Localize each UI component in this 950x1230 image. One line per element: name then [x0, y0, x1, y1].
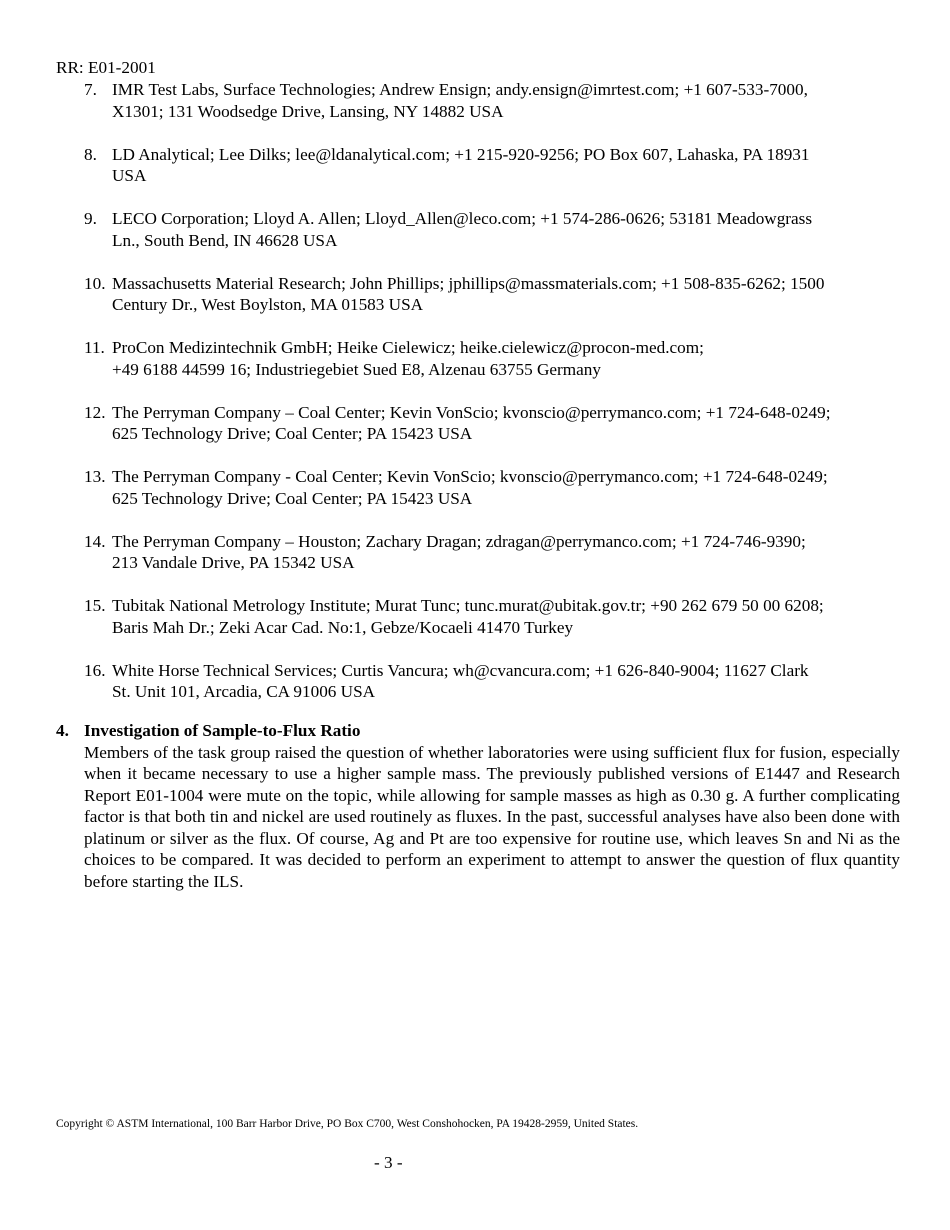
list-item-number: 9.	[84, 209, 97, 228]
list-item	[84, 337, 900, 380]
list-item-number: 10.	[84, 273, 106, 293]
section-paragraph: Members of the task group raised the question of whether laboratories were using sufficient flux for fusion, especially when it became necessary to use a higher sample mass. The previously published versions of E1447 and Research Report E01-1004 were mute on the topic, while allowing for sample masses as high as 0.30 g. A further complicating factor is that both tin and nickel are used routinely as fluxes. In the past, successful analyses have also been done with platinum or silver as the flux. Of course, Ag and Pt are too expensive for routine use, which leaves Sn and Ni as the choices to be compared. It was decided to perform an experiment to attempt to answer the question of flux quantity before starting the ILS.	[84, 742, 900, 891]
list-item-text: Massachusetts Material Research; John Phillips; jphillips@massmaterials.com; +1 508-835-6262; 1500 Century Dr., West Boylston, MA 01583 USA	[112, 273, 825, 314]
list-item-number: 14.	[84, 531, 106, 551]
list-item-number: 12.	[84, 402, 106, 422]
list-item-number: 11.	[84, 338, 105, 357]
section-sample-to-flux-ratio	[56, 720, 900, 892]
section-heading	[56, 720, 900, 742]
list-item-text: White Horse Technical Services; Curtis Vancura; wh@cvancura.com; +1 626-840-9004; 11627 Clark St. Unit 101, Arcadia, CA 91006 USA	[112, 660, 809, 701]
list-item-number: 7.	[84, 80, 97, 99]
page-number: - 3 -	[374, 1153, 403, 1172]
list-item	[84, 595, 900, 638]
list-item	[84, 273, 900, 316]
list-item	[84, 79, 900, 122]
section-title: Investigation of Sample-to-Flux Ratio	[84, 721, 361, 740]
list-item	[84, 466, 900, 509]
list-item-text: IMR Test Labs, Surface Technologies; Andrew Ensign; andy.ensign@imrtest.com; +1 607-533-7000, X1301; 131 Woodsedge Drive, Lansing, NY 14882 USA	[112, 80, 808, 121]
copyright-notice: Copyright © ASTM International, 100 Barr Harbor Drive, PO Box C700, West Conshohocken, PA 19428-2959, United States.	[56, 1118, 639, 1130]
list-item-text: The Perryman Company – Coal Center; Kevin VonScio; kvonscio@perrymanco.com; +1 724-648-0249; 625 Technology Drive; Coal Center; PA 15423 USA	[112, 402, 831, 443]
section-number: 4.	[56, 721, 69, 740]
list-item	[84, 660, 900, 703]
list-item-text: Tubitak National Metrology Institute; Murat Tunc; tunc.murat@ubitak.gov.tr; +90 262 679 50 00 6208; Baris Mah Dr.; Zeki Acar Cad. No:1, Gebze/Kocaeli 41470 Turkey	[112, 596, 824, 637]
list-item	[84, 402, 900, 445]
participant-list	[84, 79, 900, 703]
list-item-text: LD Analytical; Lee Dilks; lee@ldanalytical.com; +1 215-920-9256; PO Box 607, Lahaska, PA 18931 USA	[112, 144, 810, 185]
list-item-text: The Perryman Company – Houston; Zachary Dragan; zdragan@perrymanco.com; +1 724-746-9390; 213 Vandale Drive, PA 15342 USA	[112, 531, 806, 572]
list-item-text: The Perryman Company - Coal Center; Kevin VonScio; kvonscio@perrymanco.com; +1 724-648-0249; 625 Technology Drive; Coal Center; PA 15423 USA	[112, 467, 828, 508]
list-item-text: ProCon Medizintechnik GmbH; Heike Cielewicz; heike.cielewicz@procon-med.com; +49 6188 44599 16; Industriegebiet Sued E8, Alzenau 63755 Germany	[112, 338, 704, 379]
list-item	[84, 144, 900, 187]
list-item-number: 15.	[84, 596, 106, 615]
list-item-number: 16.	[84, 660, 106, 680]
list-item-number: 13.	[84, 467, 106, 486]
list-item-text: LECO Corporation; Lloyd A. Allen; Lloyd_Allen@leco.com; +1 574-286-0626; 53181 Meadowgrass Ln., South Bend, IN 46628 USA	[112, 209, 813, 250]
list-item-number: 8.	[84, 144, 97, 164]
report-number-header: RR: E01-2001	[56, 58, 156, 77]
list-item	[84, 531, 900, 574]
list-item	[84, 208, 900, 251]
